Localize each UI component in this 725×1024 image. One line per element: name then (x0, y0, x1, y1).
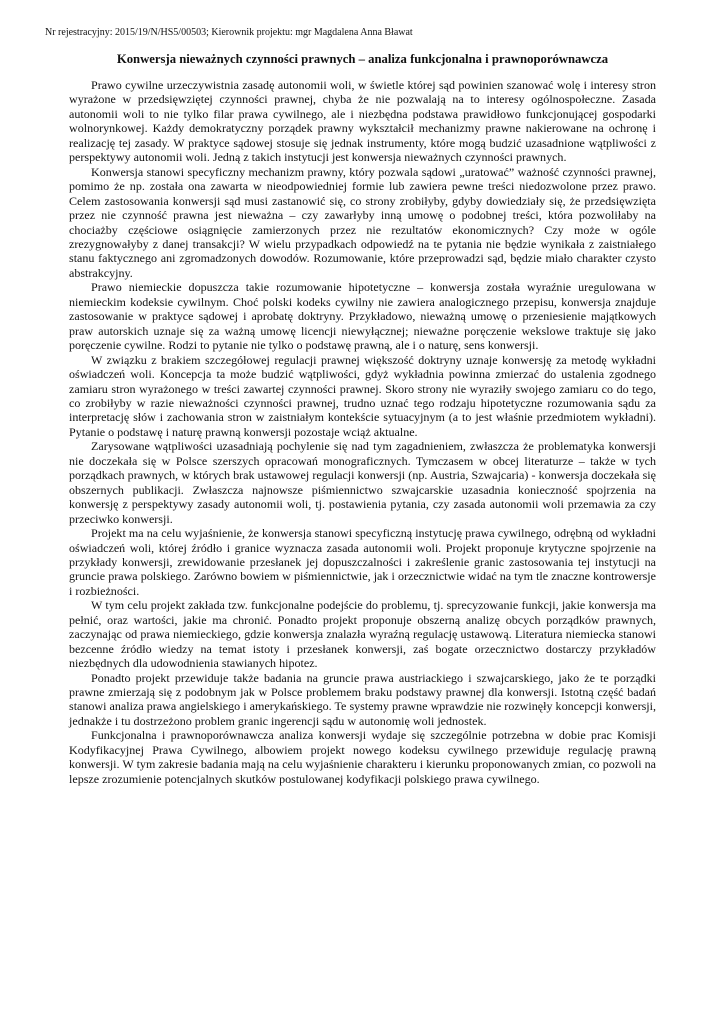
paragraph: Zarysowane wątpliwości uzasadniają pochylenie się nad tym zagadnieniem, zwłaszcza że problematyka konwersji nie doczekała się w Polsce szerszych opracowań monograficznych. Tymczasem w obcej literaturze – także w tych porządkach prawnych, w których brak ustawowej regulacji konwersji (np. Austria, Szwajcaria) - konwersja doczekała się obszernych publikacji. Zwłaszcza najnowsze piśmiennictwo szwajcarskie uzasadnia konieczność spojrzenia na konwersję z perspektywy zasady autonomii woli, tj. postawienia pytania, czy zasada autonomii woli przemawia za czy przeciwko konwersji. (69, 439, 656, 526)
paragraph: Prawo cywilne urzeczywistnia zasadę autonomii woli, w świetle której sąd powinien szanować wolę i interesy stron wyrażone w przedsięwziętej czynności prawnej, chyba że nie pozwalają na to interesy ogólnospołeczne. Zasada autonomii woli to nie tylko filar prawa cywilnego, ale i niezbędna podstawa prawidłowo funkcjonującej gospodarki wolnorynkowej. Każdy demokratyczny porządek prawny wykształcił mechanizmy prawne nakierowane na ochronę i realizację tej zasady. W praktyce sądowej stosuje się jednak instrumenty, które mogą budzić uzasadnione wątpliwości z perspektywy autonomii woli. Jedną z takich instytucji jest konwersja nieważnych czynności prawnych. (69, 78, 656, 165)
registration-header: Nr rejestracyjny: 2015/19/N/HS5/00503; Kierownik projektu: mgr Magdalena Anna Bławat (45, 27, 413, 38)
paragraph: W tym celu projekt zakłada tzw. funkcjonalne podejście do problemu, tj. sprecyzowanie funkcji, jakie konwersja ma pełnić, oraz wartości, jakie ma chronić. Ponadto projekt proponuje obszerną analizę obcych porządków prawnych, zaczynając od prawa niemieckiego, gdzie konwersja znalazła wyraźną regulację ustawową. Literatura niemiecka stanowi bezcenne źródło wiedzy na temat istoty i przesłanek konwersji, zaś bogate orzecznictwo dostarczy przykładów niezbędnych dla udowodnienia stawianych hipotez. (69, 598, 656, 671)
paragraph: Prawo niemieckie dopuszcza takie rozumowanie hipotetyczne – konwersja została wyraźnie uregulowana w niemieckim kodeksie cywilnym. Choć polski kodeks cywilny nie zawiera analogicznego przepisu, konwersja znajduje zastosowanie w praktyce sądowej i aprobatę doktryny. Przykładowo, nieważną umowę o przeniesienie majątkowych praw autorskich uznaje się za ważną umowę licencji niewyłącznej; nieważne poręczenie wekslowe traktuje się jako poręczenie cywilne. Rodzi to pytanie nie tylko o podstawę prawną, ale i o naturę, sens konwersji. (69, 280, 656, 353)
paragraph: W związku z brakiem szczegółowej regulacji prawnej większość doktryny uznaje konwersję za metodę wykładni oświadczeń woli. Koncepcja ta może budzić wątpliwości, gdyż wykładnia powinna zmierzać do ustalenia zgodnego zamiaru stron wyrażonego w treści zawartej czynności prawnej. Skoro strony nie wyraziły swojego zamiaru co do tego, co zrobiłyby w razie nieważności czynności prawnej, trudno uznać tego rodzaju hipotetyczne rozumowania sądu za interpretację słów i zachowania stron w zaistniałym kontekście sytuacyjnym (a to jest właśnie przedmiotem wykładni). Pytanie o podstawę i naturę prawną konwersji pozostaje wciąż aktualne. (69, 352, 656, 439)
paragraph: Projekt ma na celu wyjaśnienie, że konwersja stanowi specyficzną instytucję prawa cywilnego, odrębną od wykładni oświadczeń woli, której źródło i granice wyznacza zasada autonomii woli. Projekt proponuje krytyczne spojrzenie na przykłady konwersji, zrewidowanie przesłanek jej dopuszczalności i zakreślenie granic zastosowania tej instytucji na gruncie prawa polskiego. Zarówno bowiem w piśmiennictwie, jak i orzecznictwie widać na tym tle znaczne kontrowersje i rozbieżności. (69, 526, 656, 598)
paragraph: Konwersja stanowi specyficzny mechanizm prawny, który pozwala sądowi „uratować” ważność czynności prawnej, pomimo że np. została ona zawarta w nieodpowiedniej formie lub zawiera pewne treści niedozwolone przez prawo. Celem zastosowania konwersji sąd musi zastanowić się, co strony zrobiłyby, gdyby dowiedziały się, że przedsięwzięta przez nie czynność prawna jest nieważna – czy zawarłyby inną umowę o podobnej treści, która pozwoliłaby na chociażby częściowe osiągnięcie zamierzonych przez nie rezultatów ekonomicznych? Czy może w ogóle zrezygnowałyby z danej transakcji? W wielu przypadkach odpowiedź na te pytania nie będzie wynikała z zaistniałego stanu faktycznego ani zgromadzonych dowodów. Rozumowanie, które przeprowadzi sąd, będzie miało charakter czysto abstrakcyjny. (69, 164, 656, 280)
paragraph: Funkcjonalna i prawnoporównawcza analiza konwersji wydaje się szczególnie potrzebna w dobie prac Komisji Kodyfikacyjnej Prawa Cywilnego, albowiem projekt nowego kodeksu cywilnego przewiduje regulację prawną konwersji. W tym zakresie badania mają na celu wyjaśnienie charakteru i kierunku proponowanych zmian, co pozwoli na lepsze zrozumienie potencjalnych skutków postulowanej kodyfikacji polskiego prawa cywilnego. (69, 728, 656, 786)
paragraph: Ponadto projekt przewiduje także badania na gruncie prawa austriackiego i szwajcarskiego, jako że te porządki prawne zmierzają się z podobnym jak w Polsce problemem braku podstawy prawnej dla konwersji. Istotną część badań stanowi analiza prawa angielskiego i amerykańskiego. Te systemy prawne wprawdzie nie rozwinęły koncepcji konwersji, jednakże i tu dostrzeżono problem granic ingerencji sądu w autonomię woli jednostek. (69, 670, 656, 728)
document-body (69, 78, 656, 786)
document-title: Konwersja nieważnych czynności prawnych – analiza funkcjonalna i prawnoporównawcza (116, 52, 609, 66)
